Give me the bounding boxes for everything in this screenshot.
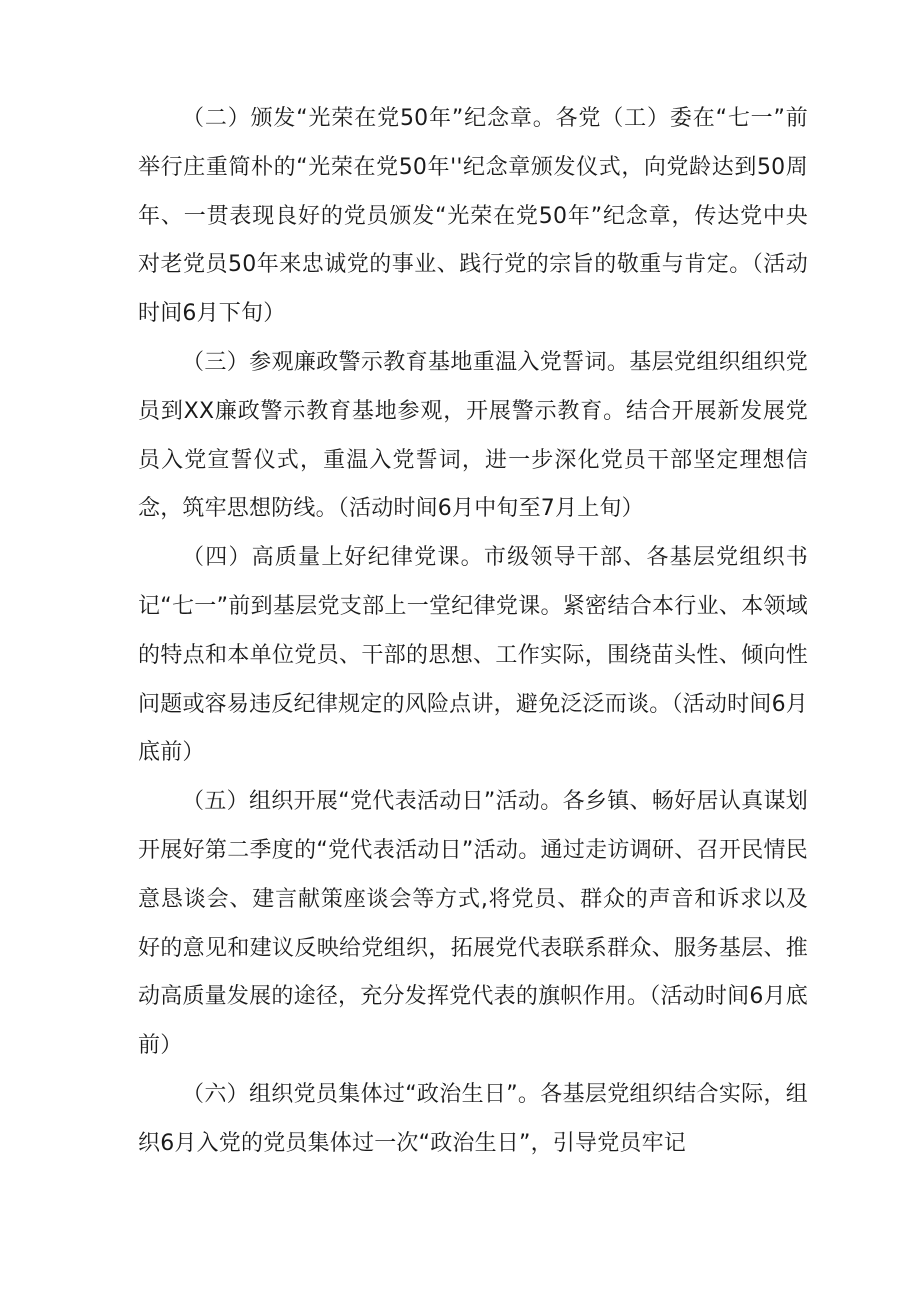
paragraph-commemorative-medal: （二）颁发“光荣在党50年”纪念章。各党（工）委在“七一”前举行庄重简朴的“光荣在党50年''纪念章颁发仪式，向党龄达到50周年、一贯表现良好的党员颁发“光荣在党50年”纪念章，传达党中央对老党员50年来忠诚党的事业、践行党的宗旨的敬重与肯定。（活动时间6月下旬）: [138, 106, 808, 327]
paragraph-discipline-lecture: （四）高质量上好纪律党课。市级领导干部、各基层党组织书记“七一”前到基层党支部上一堂纪律党课。紧密结合本行业、本领域的特点和本单位党员、干部的思想、工作实际，围绕苗头性、倾向性问题或容易违反纪律规定的风险点讲，避免泛泛而谈。（活动时间6月底前）: [138, 545, 808, 766]
paragraph-warning-education-base: （三）参观廉政警示教育基地重温入党誓词。基层党组织组织党员到XX廉政警示教育基地参观，开展警示教育。结合开展新发展党员入党宣誓仪式，重温入党誓词，进一步深化党员干部坚定理想信念，筑牢思想防线。（活动时间6月中旬至7月上旬）: [138, 349, 808, 522]
document-body: [138, 95, 808, 1169]
paragraph-political-birthday: （六）组织党员集体过“政治生日”。各基层党组织结合实际，组织6月入党的党员集体过一次“政治生日”，引导党员牢记: [138, 1081, 808, 1156]
paragraph-delegate-activity-day: （五）组织开展“党代表活动日”活动。各乡镇、畅好居认真谋划开展好第二季度的“党代表活动日”活动。通过走访调研、召开民情民意恳谈会、建言献策座谈会等方式,将党员、群众的声音和诉求以及好的意见和建议反映给党组织，拓展党代表联系群众、服务基层、推动高质量发展的途径，充分发挥党代表的旗帜作用。（活动时间6月底前）: [138, 789, 808, 1059]
